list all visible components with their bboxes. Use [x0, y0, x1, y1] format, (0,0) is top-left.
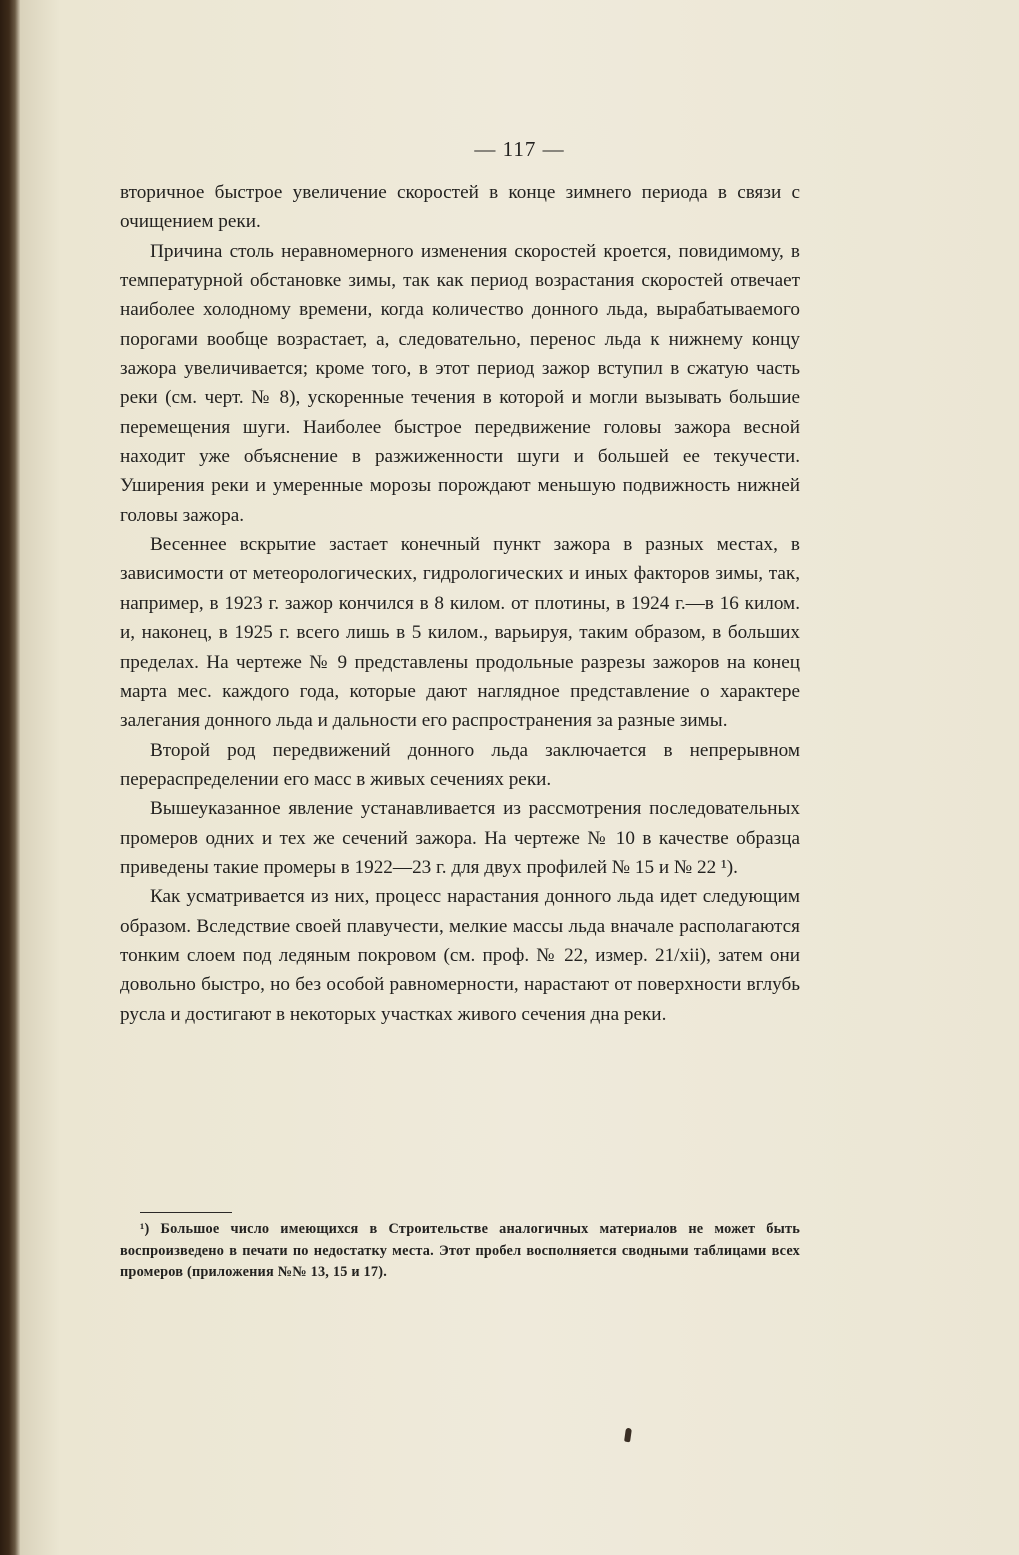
- page-number: — 117 —: [474, 137, 565, 161]
- body-text: [120, 178, 800, 1029]
- paragraph: Вышеуказанное явление устанавливается из рассмотрения последовательных промеров одних и тех же сечений зажора. На чертеже № 10 в качестве образца приведены такие промеры в 1922—23 г. для двух профилей № 15 и № 22 ¹).: [120, 798, 800, 878]
- book-spine: [0, 0, 20, 1555]
- footnote-divider: [140, 1212, 232, 1213]
- paragraph: Весеннее вскрытие застает конечный пункт зажора в разных местах, в зависимости от метеорологических, гидрологических и иных факторов зимы, так, например, в 1923 г. зажор кончился в 8 килом. от плотины, в 1924 г.—в 16 килом. и, наконец, в 1925 г. всего лишь в 5 килом., варьируя, таким образом, в больших пределах. На чертеже № 9 представлены продольные разрезы зажоров на конец марта мес. каждого года, которые дают наглядное представление о характере залегания донного льда и дальности его распространения за разные зимы.: [120, 534, 800, 732]
- paragraph: Причина столь неравномерного изменения скоростей кроется, повидимому, в температурной обстановке зимы, так как период возрастания скоростей отвечает наиболее холодному времени, когда количество донного льда, вырабатываемого порогами вообще возрастает, а, следовательно, перенос льда к нижнему концу зажора увеличивается; кроме того, в этот период зажор вступил в сжатую часть реки (см. черт. № 8), ускоренные течения в которой и могли вызывать большие перемещения шуги. Наиболее быстрое передвижение головы зажора весной находит уже объяснение в разжиженности шуги и большей ее текучести. Уширения реки и умеренные морозы порождают меньшую подвижность нижней головы зажора.: [120, 240, 800, 526]
- book-page: [20, 0, 1019, 1555]
- footnote: ¹) Большое число имеющихся в Строительстве аналогичных материалов не может быть воспроизведено в печати по недостатку места. Этот пробел восполняется сводными таблицами всех промеров (приложения №№ 13, 15 и 17).: [120, 1221, 800, 1280]
- paragraph: Как усматривается из них, процесс нарастания донного льда идет следующим образом. Вследствие своей плавучести, мелкие массы льда вначале располагаются тонким слоем под ледяным покровом (см. проф. № 22, измер. 21/xii), затем они довольно быстро, но без особой равномерности, нарастают от поверхности вглубь русла и достигают в некоторых участках живого сечения дна реки.: [120, 886, 800, 1025]
- ink-mark: [624, 1428, 632, 1443]
- paragraph: Второй род передвижений донного льда заключается в непрерывном перераспределении его масс в живых сечениях реки.: [120, 739, 800, 790]
- paragraph: вторичное быстрое увеличение скоростей в конце зимнего периода в связи с очищением реки.: [120, 182, 800, 233]
